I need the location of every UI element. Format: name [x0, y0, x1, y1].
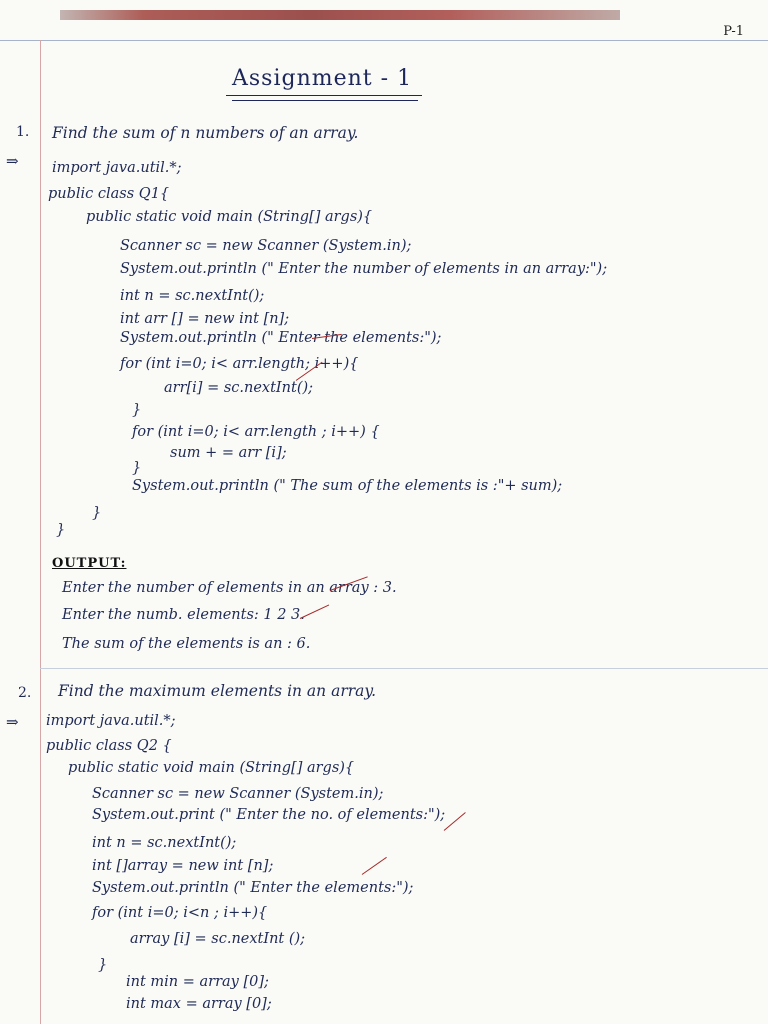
- code-line: import java.util.*;: [46, 713, 176, 729]
- code-line: arr[i] = sc.nextInt();: [164, 380, 314, 396]
- ink-strike: [444, 812, 466, 831]
- implies-arrow-icon: ⇒: [6, 713, 19, 731]
- code-line: for (int i=0; i< arr.length ; i++) {: [132, 424, 380, 440]
- code-line: }: [56, 522, 66, 538]
- output-label: OUTPUT:: [52, 556, 127, 571]
- code-line: }: [132, 460, 142, 476]
- code-line: System.out.println (" Enter the elements:");: [92, 880, 414, 896]
- question-text: Find the maximum elements in an array.: [58, 682, 377, 700]
- code-line: }: [132, 402, 142, 418]
- question-number: 1.: [16, 124, 30, 140]
- question-number: 2.: [18, 685, 32, 701]
- code-line: for (int i=0; i<n ; i++){: [92, 905, 268, 921]
- output-line: Enter the number of elements in an array : 3.: [62, 580, 397, 596]
- code-line: public class Q2 {: [46, 738, 172, 754]
- code-line: int n = sc.nextInt();: [92, 835, 237, 851]
- code-line: Scanner sc = new Scanner (System.in);: [92, 786, 384, 802]
- title-underline: [232, 100, 418, 101]
- code-line: System.out.println (" Enter the elements:");: [120, 330, 442, 346]
- section-divider: [40, 668, 768, 669]
- top-rule-line: [0, 40, 768, 41]
- code-line: int n = sc.nextInt();: [120, 288, 265, 304]
- code-line: int min = array [0];: [126, 974, 269, 990]
- code-line: public class Q1{: [48, 186, 170, 202]
- output-line: Enter the numb. elements: 1 2 3.: [62, 607, 305, 623]
- question-text: Find the sum of n numbers of an array.: [52, 124, 359, 142]
- code-line: public static void main (String[] args){: [68, 760, 355, 776]
- code-line: }: [92, 505, 102, 521]
- code-line: int max = array [0];: [126, 996, 272, 1012]
- page-title: Assignment - 1: [232, 66, 413, 91]
- code-line: public static void main (String[] args){: [86, 209, 373, 225]
- code-line: }: [98, 957, 108, 973]
- code-line: int []array = new int [n];: [92, 858, 274, 874]
- code-line: for (int i=0; i< arr.length; i++){: [120, 356, 359, 372]
- ink-strike: [362, 857, 387, 875]
- implies-arrow-icon: ⇒: [6, 152, 19, 170]
- margin-line: [40, 40, 41, 1024]
- code-line: Scanner sc = new Scanner (System.in);: [120, 238, 412, 254]
- code-line: System.out.print (" Enter the no. of elements:");: [92, 807, 446, 823]
- title-underline: [226, 95, 422, 96]
- code-line: int arr [] = new int [n];: [120, 311, 290, 327]
- code-line: System.out.println (" The sum of the elements is :"+ sum);: [132, 478, 563, 494]
- code-line: array [i] = sc.nextInt ();: [130, 931, 306, 947]
- page-binding-edge: [60, 10, 620, 20]
- code-line: import java.util.*;: [52, 160, 182, 176]
- output-line: The sum of the elements is an : 6.: [62, 636, 311, 652]
- code-line: sum + = arr [i];: [170, 445, 287, 461]
- page-number: P-1: [723, 24, 744, 39]
- code-line: System.out.println (" Enter the number of elements in an array:");: [120, 261, 608, 277]
